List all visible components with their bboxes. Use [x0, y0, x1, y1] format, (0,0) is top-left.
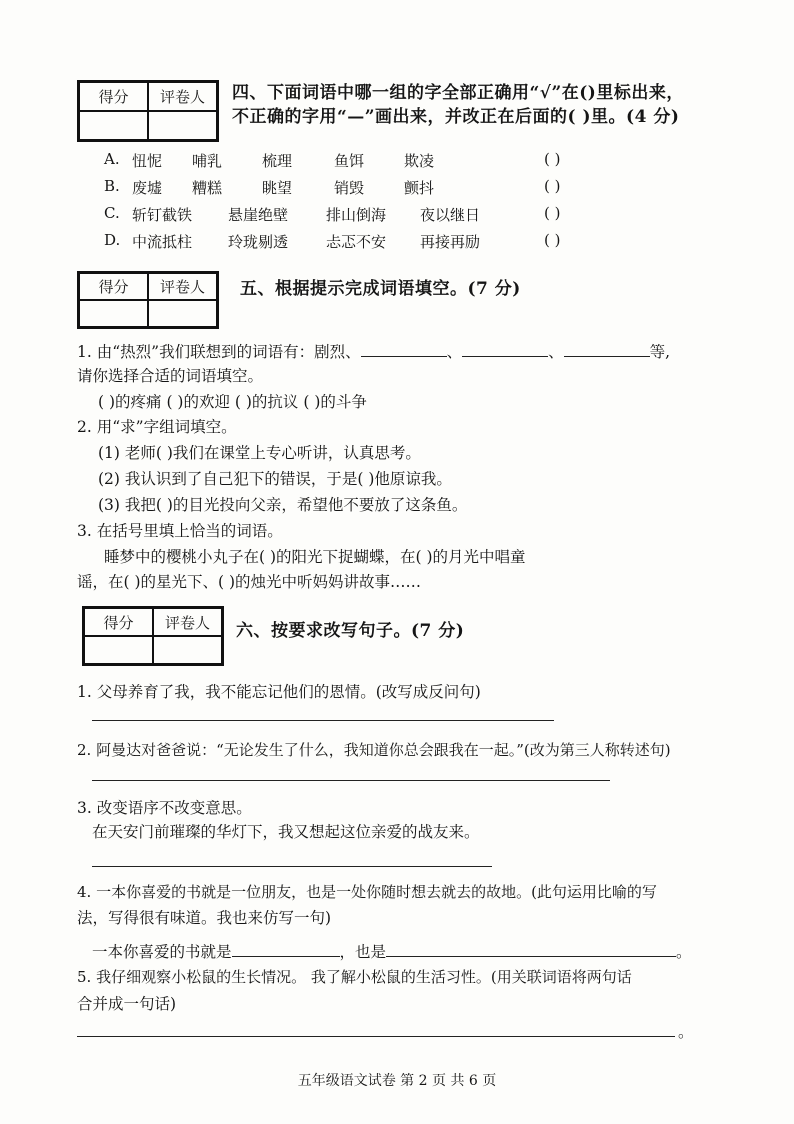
s6-q3-answer-line — [92, 866, 492, 867]
s6-q5-line2: 合并成一句话) — [77, 995, 177, 1013]
s6-q3-line2: 在天安门前璀璨的华灯下，我又想起这位亲爱的战友来。 — [92, 823, 480, 841]
grader-label: 评卷人 — [148, 82, 217, 111]
s5-q3-line1: 3. 在括号里填上恰当的词语。 — [77, 522, 283, 540]
s5-q3-line2: 睡梦中的樱桃小丸子在( )的阳光下捉蝴蝶，在( )的月光中唱童 — [104, 548, 526, 566]
s5-q1-line3: ( )的疼痛 ( )的欢迎 ( )的抗议 ( )的斗争 — [98, 393, 367, 411]
s6-q2: 2. 阿曼达对爸爸说：“无论发生了什么，我知道你总会跟我在一起。”(改为第三人称转述句) — [77, 741, 671, 759]
score-box-4 — [77, 80, 219, 142]
grader-label: 评卷人 — [153, 608, 222, 636]
score-label: 得分 — [84, 608, 153, 636]
section6-title: 六、按要求改写句子。(7 分) — [236, 621, 465, 641]
s5-q1-line1: 1. 由“热烈”我们联想到的词语有：剧烈、 、 、 等, — [77, 343, 671, 361]
s6-q1-answer-line — [92, 720, 554, 721]
s6-q3-line1: 3. 改变语序不改变意思。 — [77, 799, 252, 817]
s6-q5-answer-line — [77, 1036, 675, 1037]
score-cell — [79, 300, 148, 327]
s5-q2-line1: 2. 用“求”字组词填空。 — [77, 418, 237, 436]
s6-q4-line3: 一本你喜爱的书就是 ，也是 。 — [92, 943, 692, 961]
s5-q1-line2: 请你选择合适的词语填空。 — [77, 367, 264, 385]
s6-q4-line2: 法，写得很有味道。我也来仿写一句) — [77, 909, 332, 927]
page-footer: 五年级语文试卷 第 2 页 共 6 页 — [297, 1073, 497, 1089]
grader-cell — [148, 111, 217, 140]
s5-q2-c: (3) 我把( )的目光投向父亲，希望他不要放了这条鱼。 — [98, 496, 468, 514]
score-label: 得分 — [79, 82, 148, 111]
score-cell — [79, 111, 148, 140]
s5-q2-b: (2) 我认识到了自己犯下的错误，于是( )他原谅我。 — [98, 470, 452, 488]
score-label: 得分 — [79, 273, 148, 300]
score-box-5 — [77, 271, 219, 329]
grader-label: 评卷人 — [148, 273, 217, 300]
s6-q5-end-mark: 。 — [678, 1023, 694, 1041]
score-box-6 — [82, 606, 224, 666]
section4-title-line2: 不正确的字用“—”画出来，并改正在后面的( )里。(4 分) — [232, 107, 680, 127]
s6-q5-line1: 5. 我仔细观察小松鼠的生长情况。 我了解小松鼠的生活习性。(用关联词语将两句话 — [77, 968, 632, 986]
grader-cell — [148, 300, 217, 327]
exam-page: 得分 评卷人 四、下面词语中哪一组的字全部正确用“√”在()里标出来， 不正确的字用“—”画出来，并改正在后面的( )里。(4 分) A. 忸怩 哺乳 梳理 鱼饵 欺凌 ( ) B. 废墟 糟糕 眺望 销毁 颤抖 ( ) C. 斩钉截铁 悬崖绝壁 排山倒海 夜以继日 ( ) D. 中流抵柱 玲珑剔透 忐忑不安 再接再励 ( ) 得分 评卷人 五、根据提示完成词语填空。(7 分) 1. 由“热烈”我们联想到的词语有：剧烈、 、 、 等, 请你选择合适的词语填空。 ( )的疼痛 ( )的欢迎 ( )的抗议 ( )的斗争 2. 用“求”字组词填空。 (1) 老师( )我们在课堂上专心听讲，认真思考。 (2) 我认识到了自己犯下的错误，于是( )他原谅我。 (3) 我把( )的目光投向父亲，希望他不要放了这条鱼。 3. 在括号里填上恰当的词语。 睡梦中的樱桃小丸子在( )的阳光下捉蝴蝶，在( )的月光中唱童 谣，在( )的星光下、( )的烛光中听妈妈讲故事…… 得分 评卷人 六、按要求改写句子。(7 分) 1. 父母养育了我，我不能忘记他们的恩情。(改写成反问句) 2. 阿曼达对爸爸说：“无论发生了什么，我知道你总会跟我在一起。”(改为第三人称转述句) 3. 改变语序不改变意思。 在天安门前璀璨的华灯下，我又想起这位亲爱的战友来。 4. 一本你喜爱的书就是一位朋友，也是一处你随时想去就去的故地。(此句运用比喻的写 法，写得很有味道。我也来仿写一句) 一本你喜爱的书就是 ，也是 。 5. 我仔细观察小松鼠的生长情况。 我了解小松鼠的生活习性。(用关联词语将两句话 合并成一句话) 。 五年级语文试卷 第 2 页 共 6 页 — [0, 0, 794, 1124]
grader-cell — [153, 636, 222, 664]
section5-title: 五、根据提示完成词语填空。(7 分) — [240, 279, 521, 299]
s5-q2-a: (1) 老师( )我们在课堂上专心听讲，认真思考。 — [98, 444, 421, 462]
section4-title-line1: 四、下面词语中哪一组的字全部正确用“√”在()里标出来， — [232, 83, 684, 103]
score-cell — [84, 636, 153, 664]
s5-q3-line3: 谣，在( )的星光下、( )的烛光中听妈妈讲故事…… — [77, 573, 422, 591]
s6-q1: 1. 父母养育了我，我不能忘记他们的恩情。(改写成反问句) — [77, 683, 481, 701]
s6-q4-line1: 4. 一本你喜爱的书就是一位朋友，也是一处你随时想去就去的故地。(此句运用比喻的写 — [77, 883, 657, 901]
s6-q2-answer-line — [92, 780, 610, 781]
